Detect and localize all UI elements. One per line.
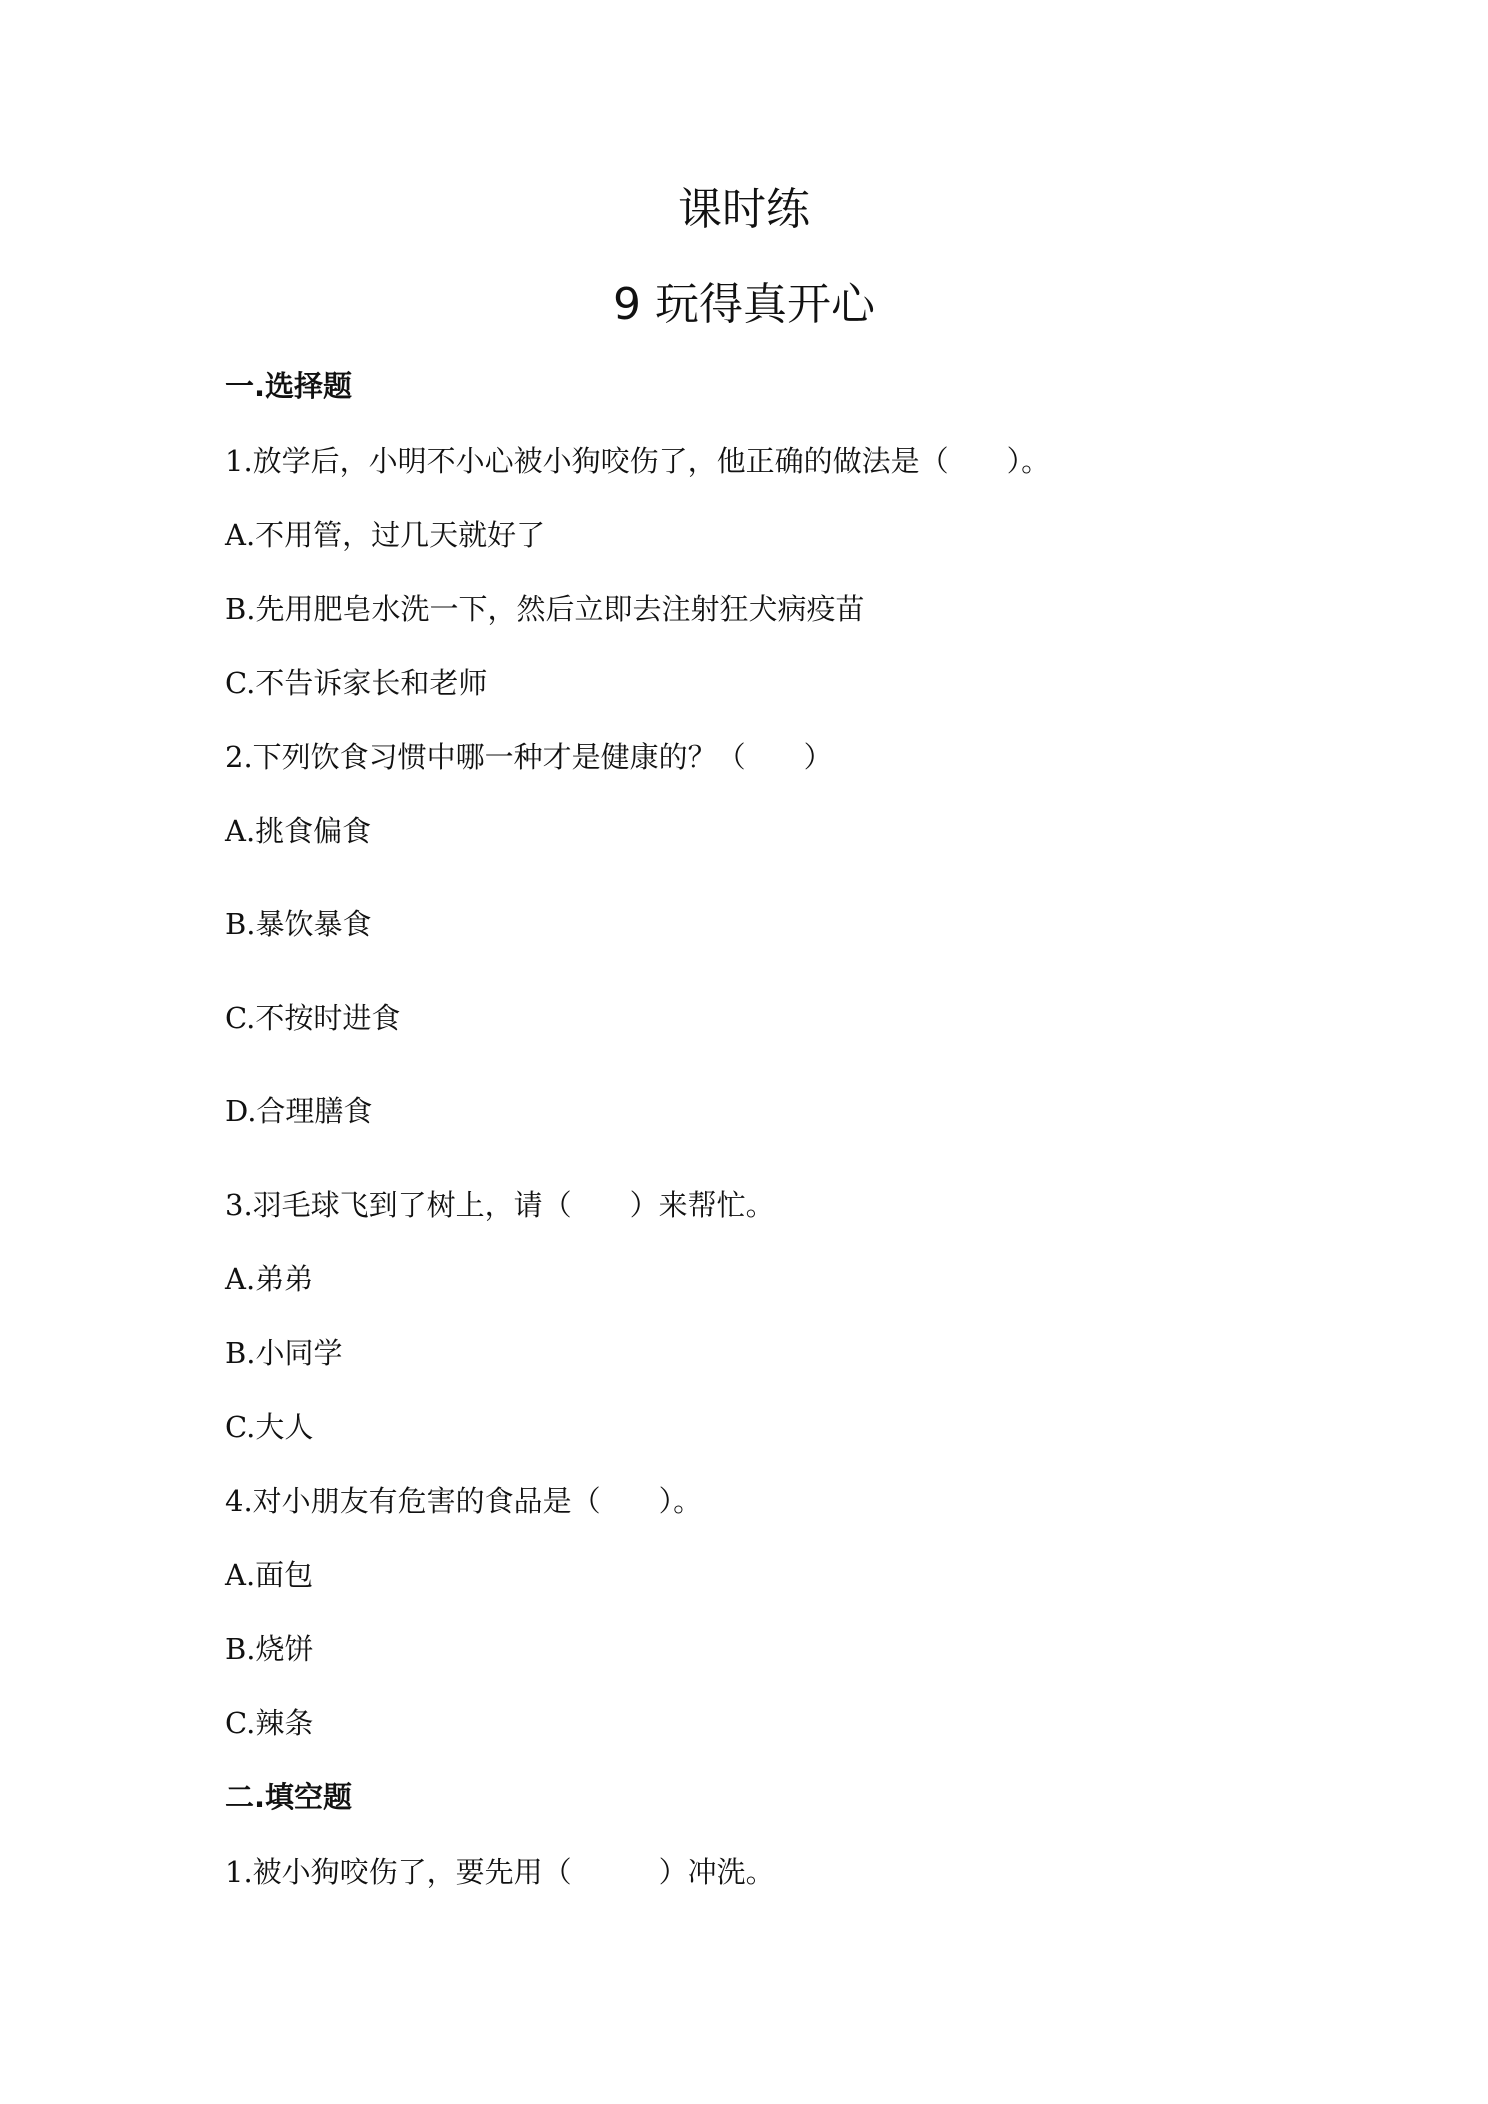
question-2-option-b: B.暴饮暴食 <box>225 907 372 941</box>
question-3-option-b: B.小同学 <box>225 1336 343 1370</box>
question-4-option-a: A.面包 <box>225 1558 314 1592</box>
question-2-option-d: D.合理膳食 <box>225 1094 373 1128</box>
section-heading-fill-blank: 二.填空题 <box>225 1780 353 1814</box>
section-heading-choice: 一.选择题 <box>225 369 353 403</box>
question-3-option-c: C.大人 <box>225 1410 314 1444</box>
fill-blank-question-1: 1.被小狗咬伤了，要先用（ ）冲洗。 <box>225 1855 775 1889</box>
question-2-option-a: A.挑食偏食 <box>225 814 372 848</box>
page-title: 课时练 <box>678 184 810 235</box>
lesson-title: 9 玩得真开心 <box>613 279 875 330</box>
question-2: 2.下列饮食习惯中哪一种才是健康的？（ ） <box>225 740 833 774</box>
question-1-option-c: C.不告诉家长和老师 <box>225 666 488 700</box>
question-2-option-c: C.不按时进食 <box>225 1001 401 1035</box>
question-1-option-b: B.先用肥皂水洗一下，然后立即去注射狂犬病疫苗 <box>225 592 865 626</box>
question-4-option-c: C.辣条 <box>225 1706 314 1740</box>
question-1: 1.放学后，小明不小心被小狗咬伤了，他正确的做法是（ ）。 <box>225 444 1051 478</box>
question-4-option-b: B.烧饼 <box>225 1632 314 1666</box>
question-1-option-a: A.不用管，过几天就好了 <box>225 518 546 552</box>
question-3: 3.羽毛球飞到了树上，请（ ）来帮忙。 <box>225 1188 775 1222</box>
question-3-option-a: A.弟弟 <box>225 1262 314 1296</box>
question-4: 4.对小朋友有危害的食品是（ ）。 <box>225 1484 703 1518</box>
